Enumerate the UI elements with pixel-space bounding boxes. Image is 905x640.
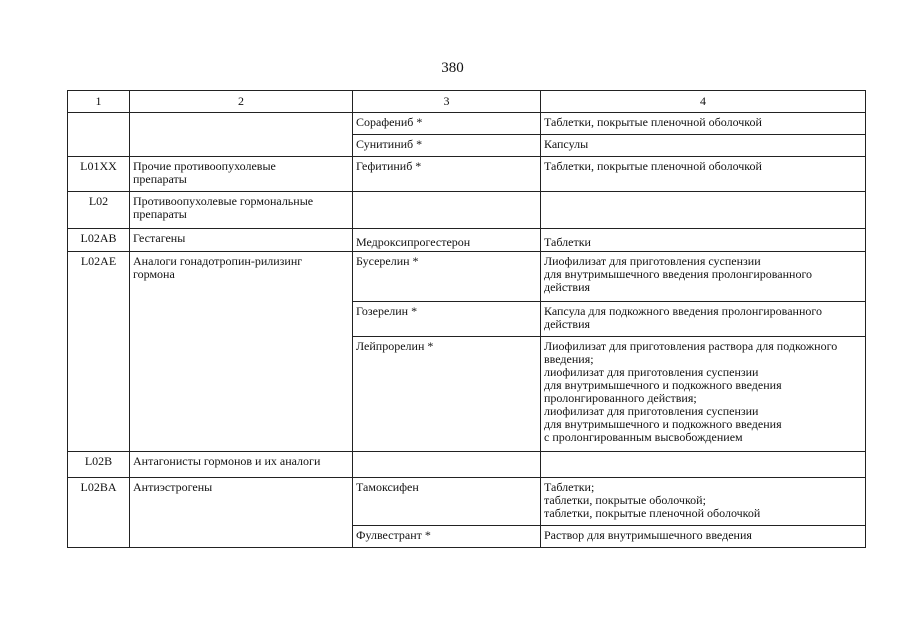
drug-table [67, 90, 866, 548]
form-line: действия [544, 280, 591, 294]
forms-cell [541, 192, 866, 229]
forms-cell [541, 252, 866, 302]
form-line: лиофилизат для приготовления суспензии [544, 365, 759, 379]
form-line: для внутримышечного и подкожного введения [544, 378, 782, 392]
drug-cell: Гозерелин * [353, 302, 541, 337]
drug-cell: Сунитиниб * [353, 135, 541, 157]
form-line: Капсула для подкожного введения пролонгированного [544, 304, 822, 318]
group-cell [130, 252, 353, 452]
form-line: Таблетки, покрытые пленочной оболочкой [544, 115, 762, 129]
column-header: 2 [130, 91, 353, 113]
forms-cell [541, 157, 866, 192]
forms-cell [541, 478, 866, 526]
code-cell: L02BA [68, 478, 130, 548]
table-row [68, 478, 866, 526]
group-line: Аналоги гонадотропин-рилизинг [133, 254, 303, 268]
group-line: Антагонисты гормонов и их аналоги [133, 454, 321, 468]
forms-cell [541, 229, 866, 252]
code-cell [68, 113, 130, 157]
code-cell: L02AB [68, 229, 130, 252]
group-cell [130, 229, 353, 252]
group-line: Гестагены [133, 231, 186, 245]
forms-cell [541, 452, 866, 478]
drug-cell: Сорафениб * [353, 113, 541, 135]
code-cell: L02AE [68, 252, 130, 452]
form-line: Таблетки; [544, 480, 595, 494]
forms-cell [541, 135, 866, 157]
drug-cell [353, 229, 541, 252]
column-header: 4 [541, 91, 866, 113]
group-line: гормона [133, 267, 175, 281]
group-line: Прочие противоопухолевые [133, 159, 276, 173]
form-line: Таблетки [544, 235, 591, 249]
page-number: 380 [441, 60, 464, 76]
table-header-row [68, 91, 866, 113]
form-line: с пролонгированным высвобождением [544, 430, 743, 444]
group-cell [130, 113, 353, 157]
form-line: Лиофилизат для приготовления суспензии [544, 254, 761, 268]
form-line: для внутримышечного введения пролонгированного [544, 267, 813, 281]
table-row [68, 113, 866, 135]
group-line: Противоопухолевые гормональные [133, 194, 314, 208]
group-line: препараты [133, 172, 187, 186]
code-cell: L02B [68, 452, 130, 478]
group-cell [130, 452, 353, 478]
drug-cell [353, 452, 541, 478]
table-row [68, 252, 866, 302]
drug-cell: Лейпрорелин * [353, 337, 541, 452]
drug-name: Медроксипрогестерон [356, 235, 471, 249]
form-line: введения; [544, 352, 594, 366]
forms-cell [541, 337, 866, 452]
forms-cell [541, 302, 866, 337]
table-row [68, 452, 866, 478]
form-line: Таблетки, покрытые пленочной оболочкой [544, 159, 762, 173]
table-row [68, 192, 866, 229]
code-cell: L01XX [68, 157, 130, 192]
column-header: 1 [68, 91, 130, 113]
code-cell: L02 [68, 192, 130, 229]
forms-cell [541, 526, 866, 548]
drug-cell: Гефитиниб * [353, 157, 541, 192]
form-line: Раствор для внутримышечного введения [544, 528, 752, 542]
drug-cell: Фулвестрант * [353, 526, 541, 548]
form-line: пролонгированного действия; [544, 391, 697, 405]
forms-cell [541, 113, 866, 135]
form-line: Капсулы [544, 137, 589, 151]
group-cell [130, 192, 353, 229]
form-line: действия [544, 317, 591, 331]
drug-cell [353, 192, 541, 229]
group-line: препараты [133, 207, 187, 221]
group-line: Антиэстрогены [133, 480, 213, 494]
form-line: лиофилизат для приготовления суспензии [544, 404, 759, 418]
form-line: для внутримышечного и подкожного введения [544, 417, 782, 431]
column-header: 3 [353, 91, 541, 113]
table-row [68, 229, 866, 252]
form-line: таблетки, покрытые оболочкой; [544, 493, 706, 507]
drug-cell: Бусерелин * [353, 252, 541, 302]
form-line: Лиофилизат для приготовления раствора для подкожного [544, 339, 838, 353]
form-line: таблетки, покрытые пленочной оболочкой [544, 506, 761, 520]
table-row [68, 157, 866, 192]
group-cell [130, 157, 353, 192]
drug-cell: Тамоксифен [353, 478, 541, 526]
group-cell [130, 478, 353, 548]
